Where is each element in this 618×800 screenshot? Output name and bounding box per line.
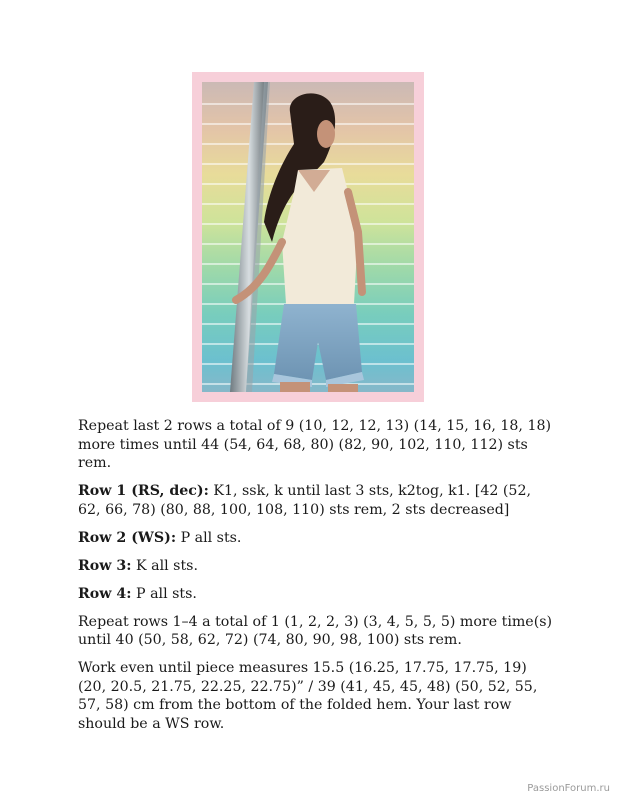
row-2-instruction: Row 2 (WS): P all sts. bbox=[78, 529, 242, 546]
repeat-instruction-1: Repeat last 2 rows a total of 9 (10, 12, 12, 13) (14, 15, 16, 18, 18) more times until 44 (54, 64, 68, 80) (82, 90, 102, 110, 112) sts rem. bbox=[78, 418, 552, 471]
row-4-instruction: Row 4: P all sts. bbox=[78, 585, 197, 602]
watermark: PassionForum.ru bbox=[527, 783, 610, 794]
pattern-photo-frame bbox=[192, 72, 424, 402]
row-3-instruction: Row 3: K all sts. bbox=[78, 557, 198, 574]
repeat-instruction-2: Repeat rows 1–4 a total of 1 (1, 2, 2, 3) (3, 4, 5, 5, 5) more time(s) until 40 (50, 58, 62, 72) (74, 80, 90, 98, 100) sts rem. bbox=[78, 613, 553, 648]
row-1-instruction: Row 1 (RS, dec): K1, ssk, k until last 3 sts, k2tog, k1. [42 (52, 62, 66, 78) (80, 88, 100, 108, 110) sts rem, 2 sts decreased] bbox=[78, 483, 531, 518]
work-even-instruction: Work even until piece measures 15.5 (16.25, 17.75, 17.75, 19) (20, 20.5, 21.75, 22.25, 22.75)” / 39 (41, 45, 45, 48) (50, 52, 55, 57, 58) cm from the bottom of the folded hem. Your last row should be a WS row. bbox=[78, 660, 538, 732]
photo-woman-on-rainbow-stairs-icon bbox=[202, 82, 414, 392]
pattern-instructions bbox=[78, 417, 558, 743]
